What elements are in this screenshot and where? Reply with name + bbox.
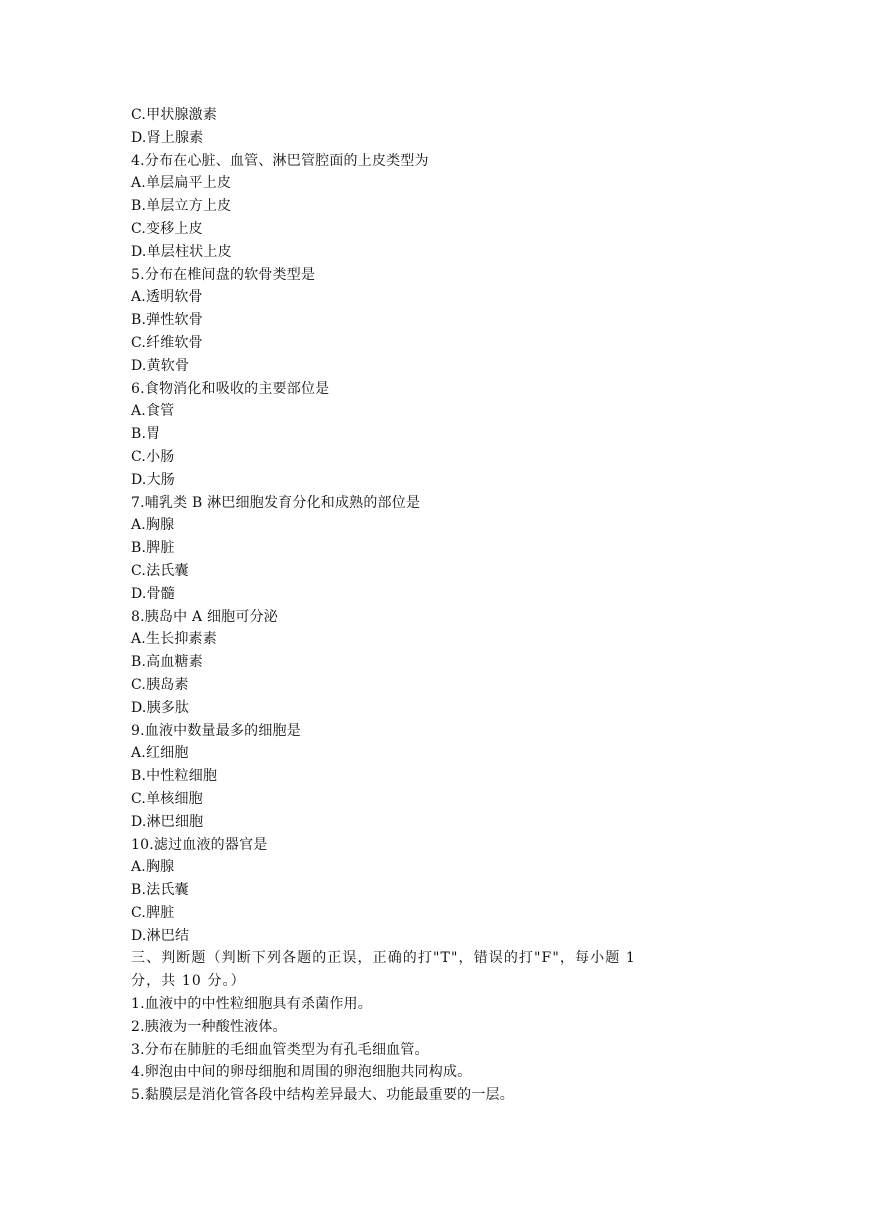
option-d-q6: D.大肠 bbox=[131, 471, 175, 488]
option-a-q10: A.胸腺 bbox=[131, 859, 175, 876]
option-c-q10: C.脾脏 bbox=[131, 904, 175, 921]
option-c-q6: C.小肠 bbox=[131, 448, 175, 465]
option-d-q4: D.单层柱状上皮 bbox=[131, 243, 232, 260]
tf-item-1: 1.血液中的中性粒细胞具有杀菌作用。 bbox=[131, 996, 372, 1013]
question-10: 10.滤过血液的器官是 bbox=[131, 836, 268, 853]
option-a-q6: A.食管 bbox=[131, 403, 175, 420]
question-5: 5.分布在椎间盘的软骨类型是 bbox=[131, 266, 316, 283]
option-a-q7: A.胸腺 bbox=[131, 517, 175, 534]
option-b-q5: B.弹性软骨 bbox=[131, 312, 203, 329]
option-b-q9: B.中性粒细胞 bbox=[131, 768, 218, 785]
option-d-q5: D.黄软骨 bbox=[131, 357, 190, 374]
option-c-q3: C.甲状腺激素 bbox=[131, 107, 218, 123]
option-d-q7: D.骨髓 bbox=[131, 585, 175, 602]
option-a-q9: A.红细胞 bbox=[131, 745, 189, 762]
option-c-q5: C.纤维软骨 bbox=[131, 334, 203, 351]
question-7: 7.哺乳类 B 淋巴细胞发育分化和成熟的部位是 bbox=[131, 494, 421, 511]
option-b-q10: B.法氏囊 bbox=[131, 882, 189, 899]
question-4: 4.分布在心脏、血管、淋巴管腔面的上皮类型为 bbox=[131, 152, 429, 169]
option-d-q8: D.胰多肽 bbox=[131, 699, 190, 716]
question-8: 8.胰岛中 A 细胞可分泌 bbox=[131, 608, 278, 625]
option-a-q4: A.单层扁平上皮 bbox=[131, 175, 232, 192]
option-a-q5: A.透明软骨 bbox=[131, 289, 203, 306]
option-d-q3: D.肾上腺素 bbox=[131, 129, 204, 146]
option-a-q8: A.生长抑素素 bbox=[131, 631, 217, 648]
option-c-q8: C.胰岛素 bbox=[131, 676, 189, 693]
option-c-q7: C.法氏囊 bbox=[131, 562, 189, 579]
tf-item-2: 2.胰液为一种酸性液体。 bbox=[131, 1018, 287, 1035]
option-b-q7: B.脾脏 bbox=[131, 540, 175, 557]
option-b-q6: B.胃 bbox=[131, 426, 161, 443]
option-d-q10: D.淋巴结 bbox=[131, 927, 190, 944]
document-page bbox=[131, 104, 651, 1107]
tf-item-5: 5.黏膜层是消化管各段中结构差异最大、功能最重要的一层。 bbox=[131, 1087, 514, 1104]
question-9: 9.血液中数量最多的细胞是 bbox=[131, 722, 301, 739]
section-3-heading: 三、判断题（判断下列各题的正误，正确的打"T"，错误的打"F"，每小题 1 分，共 10 分。） bbox=[131, 950, 636, 990]
option-b-q4: B.单层立方上皮 bbox=[131, 198, 232, 215]
tf-item-3: 3.分布在肺脏的毛细血管类型为有孔毛细血管。 bbox=[131, 1041, 429, 1058]
option-b-q8: B.高血糖素 bbox=[131, 654, 203, 671]
option-c-q9: C.单核细胞 bbox=[131, 790, 203, 807]
question-6: 6.食物消化和吸收的主要部位是 bbox=[131, 380, 330, 397]
option-c-q4: C.变移上皮 bbox=[131, 220, 203, 237]
option-d-q9: D.淋巴细胞 bbox=[131, 813, 204, 830]
tf-item-4: 4.卵泡由中间的卵母细胞和周围的卵泡细胞共同构成。 bbox=[131, 1064, 472, 1081]
